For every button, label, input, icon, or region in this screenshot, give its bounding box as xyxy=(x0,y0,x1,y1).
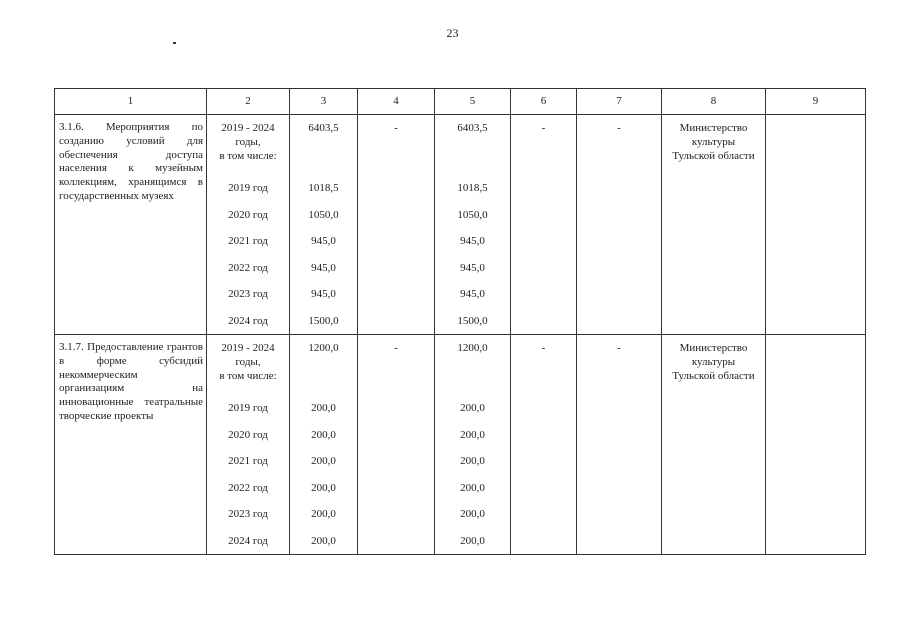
page-number: 23 xyxy=(446,26,459,40)
year-value: 1500,0 xyxy=(457,314,488,327)
year-value: 200,0 xyxy=(311,402,336,414)
year-value: 1500,0 xyxy=(308,314,339,327)
column-3-cell xyxy=(290,115,358,335)
year-label: 2019 год xyxy=(228,402,268,414)
executor-name: Тульской области xyxy=(672,369,755,382)
year-value: 200,0 xyxy=(460,402,485,414)
year-value: 1050,0 xyxy=(308,208,339,221)
executor-cell xyxy=(662,335,766,555)
year-value: 1018,5 xyxy=(308,182,339,194)
total-value: 1200,0 xyxy=(457,342,488,354)
year-value: 945,0 xyxy=(311,235,336,247)
column-6-cell xyxy=(511,335,577,555)
total-value: 1200,0 xyxy=(308,342,339,354)
column-header: 3 xyxy=(290,89,358,115)
year-label: 2020 год xyxy=(228,208,268,221)
period-cell xyxy=(207,335,290,555)
column-header: 1 xyxy=(55,89,207,115)
dash-value: - xyxy=(394,342,398,354)
measure-description-cell xyxy=(55,335,207,555)
dash-value: - xyxy=(617,122,621,134)
column-3-cell xyxy=(290,335,358,555)
executor-name: культуры xyxy=(691,135,736,148)
year-label: 2020 год xyxy=(228,428,268,441)
year-value: 200,0 xyxy=(311,428,336,441)
total-value: 6403,5 xyxy=(457,122,488,134)
period-note: в том числе: xyxy=(219,149,277,162)
year-value: 200,0 xyxy=(311,534,336,547)
column-header: 6 xyxy=(511,89,577,115)
measure-description-cell xyxy=(55,115,207,335)
column-5-cell xyxy=(435,115,511,335)
year-value: 200,0 xyxy=(460,455,485,467)
period-note: годы, xyxy=(235,355,261,368)
year-label: 2022 год xyxy=(228,261,268,274)
year-label: 2024 год xyxy=(228,314,268,327)
dash-value: - xyxy=(394,122,398,134)
year-label: 2019 год xyxy=(228,182,268,194)
measure-description: 3.1.6. Мероприятия по созданию условий для обеспечения доступа населения к музейным коллекциям, хранящимся в государственных музеях xyxy=(59,121,203,202)
executor-name: Тульской области xyxy=(672,149,755,162)
scan-speck xyxy=(173,42,176,44)
year-value: 945,0 xyxy=(460,235,485,247)
dash-value: - xyxy=(617,342,621,354)
column-header: 2 xyxy=(207,89,290,115)
year-value: 945,0 xyxy=(460,288,485,300)
period-note: годы, xyxy=(235,135,261,148)
total-value: 6403,5 xyxy=(308,122,339,134)
dash-value: - xyxy=(541,122,546,134)
year-label: 2022 год xyxy=(228,481,268,494)
column-9-cell xyxy=(766,115,866,335)
column-7-cell xyxy=(577,335,662,555)
year-label: 2023 год xyxy=(228,508,268,520)
table-row xyxy=(55,335,866,555)
year-value: 200,0 xyxy=(311,455,336,467)
column-4-cell xyxy=(358,335,435,555)
year-label: 2024 год xyxy=(228,534,268,547)
column-header: 9 xyxy=(766,89,866,115)
executor-name: культуры xyxy=(691,355,736,368)
year-label: 2023 год xyxy=(228,288,268,300)
column-header: 4 xyxy=(358,89,435,115)
dash-value: - xyxy=(541,342,546,354)
column-7-cell xyxy=(577,115,662,335)
measure-description: 3.1.7. Предоставление грантов в форме субсидий некоммерческим организациям на инновационные театральные творческие проекты xyxy=(59,341,203,422)
column-4-cell xyxy=(358,115,435,335)
executor-name: Министерство xyxy=(679,122,748,134)
year-value: 200,0 xyxy=(311,481,336,494)
column-header: 8 xyxy=(662,89,766,115)
executor-cell xyxy=(662,115,766,335)
header-row xyxy=(55,89,866,115)
column-header: 7 xyxy=(577,89,662,115)
year-value: 945,0 xyxy=(460,261,485,274)
column-5-cell xyxy=(435,335,511,555)
column-header: 5 xyxy=(435,89,511,115)
year-value: 200,0 xyxy=(460,481,485,494)
year-label: 2021 год xyxy=(228,235,268,247)
budget-table xyxy=(54,88,866,555)
table-row xyxy=(55,115,866,335)
year-value: 200,0 xyxy=(460,534,485,547)
period-note: в том числе: xyxy=(219,369,277,382)
year-value: 1050,0 xyxy=(457,208,488,221)
column-6-cell xyxy=(511,115,577,335)
executor-name: Министерство xyxy=(679,342,748,354)
period-range: 2019 - 2024 xyxy=(221,122,275,134)
period-range: 2019 - 2024 xyxy=(221,342,275,354)
year-value: 1018,5 xyxy=(457,182,488,194)
period-cell xyxy=(207,115,290,335)
year-value: 945,0 xyxy=(311,261,336,274)
column-9-cell xyxy=(766,335,866,555)
year-value: 200,0 xyxy=(460,428,485,441)
year-value: 200,0 xyxy=(460,508,485,520)
year-value: 945,0 xyxy=(311,288,336,300)
year-label: 2021 год xyxy=(228,455,268,467)
year-value: 200,0 xyxy=(311,508,336,520)
